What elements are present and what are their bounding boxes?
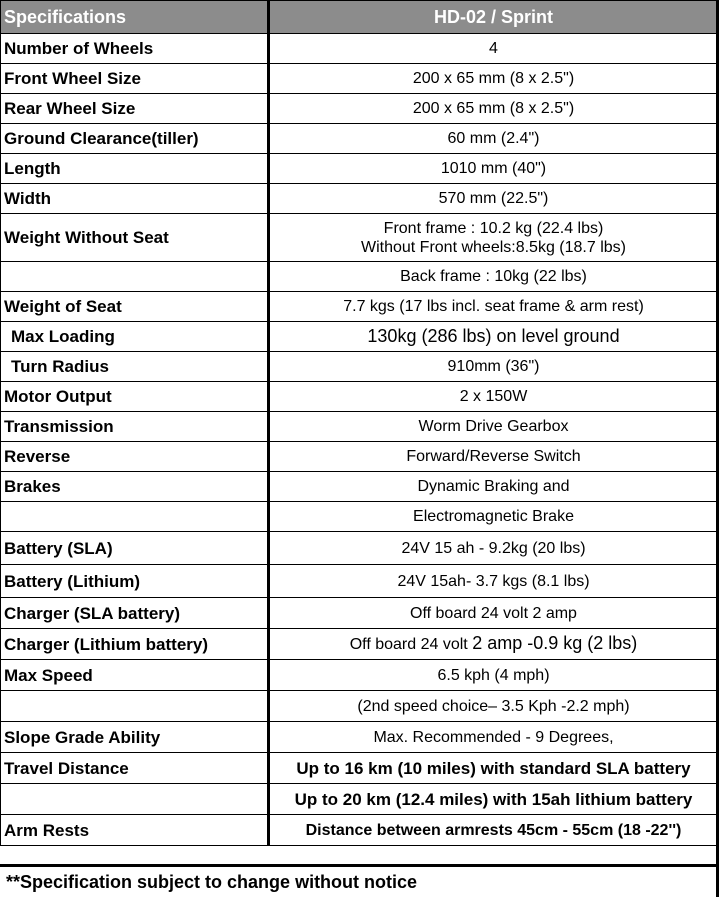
spec-label: Brakes [1,472,269,502]
table-row [1,154,718,184]
table-row [1,124,718,154]
spec-label: Front Wheel Size [1,64,269,94]
spec-value: Up to 16 km (10 miles) with standard SLA battery [269,753,718,784]
table-row [1,784,718,815]
table-row [1,322,718,352]
spec-value: Distance between armrests 45cm - 55cm (18 -22'') [269,815,718,846]
table-row [1,660,718,691]
spec-value: 4 [269,34,718,64]
spec-label: Arm Rests [1,815,269,846]
table-row [1,412,718,442]
spec-value [269,214,718,262]
spec-label: Rear Wheel Size [1,94,269,124]
table-row [1,629,718,660]
spec-label: Battery (SLA) [1,532,269,565]
spec-label: Battery (Lithium) [1,565,269,598]
spec-value: Max. Recommended - 9 Degrees, [269,722,718,753]
spec-label: Ground Clearance(tiller) [1,124,269,154]
spec-label: Number of Wheels [1,34,269,64]
table-row [1,442,718,472]
header-row [1,1,718,34]
table-row [1,532,718,565]
table-row [1,64,718,94]
spec-label: Weight of Seat [1,292,269,322]
table-row [1,722,718,753]
table-row [1,815,718,846]
spec-value: 570 mm (22.5") [269,184,718,214]
table-row [1,502,718,532]
spec-value: Up to 20 km (12.4 miles) with 15ah lithium battery [269,784,718,815]
spec-value: Forward/Reverse Switch [269,442,718,472]
spec-label [1,691,269,722]
spec-label: Max Loading [1,322,269,352]
footer-note: **Specification subject to change without notice [0,864,717,897]
spec-value-line: Front frame : 10.2 kg (22.4 lbs) [383,219,604,237]
spec-value: 60 mm (2.4") [269,124,718,154]
spec-value-part: Off board 24 volt [349,636,473,653]
spec-label: Turn Radius [1,352,269,382]
spec-value: Electromagnetic Brake [269,502,718,532]
table-row [1,34,718,64]
table-row [1,753,718,784]
spec-value: Back frame : 10kg (22 lbs) [269,262,718,292]
spec-label: Slope Grade Ability [1,722,269,753]
spec-label: Motor Output [1,382,269,412]
table-row [1,94,718,124]
spec-value: 24V 15 ah - 9.2kg (20 lbs) [269,532,718,565]
spec-value: (2nd speed choice– 3.5 Kph -2.2 mph) [269,691,718,722]
table-row [1,214,718,262]
spec-label: Width [1,184,269,214]
table-row [1,184,718,214]
table-row [1,565,718,598]
header-model: HD-02 / Sprint [269,1,718,34]
spec-value: 6.5 kph (4 mph) [269,660,718,691]
spec-value: 130kg (286 lbs) on level ground [269,322,718,352]
spec-label: Charger (Lithium battery) [1,629,269,660]
spec-label: Transmission [1,412,269,442]
header-specifications: Specifications [1,1,269,34]
spec-value: 1010 mm (40") [269,154,718,184]
spec-label: Max Speed [1,660,269,691]
spec-value-part: 2 amp -0.9 kg (2 lbs) [472,633,638,653]
spec-value: 2 x 150W [269,382,718,412]
table-row [1,352,718,382]
spec-value: 7.7 kgs (17 lbs incl. seat frame & arm rest) [269,292,718,322]
spec-value [269,629,718,660]
spec-label [1,262,269,292]
spec-value: 200 x 65 mm (8 x 2.5") [269,94,718,124]
table-row [1,598,718,629]
table-row [1,472,718,502]
table-row [1,382,718,412]
spec-label: Charger (SLA battery) [1,598,269,629]
spec-value: 24V 15ah- 3.7 kgs (8.1 lbs) [269,565,718,598]
spec-value: Dynamic Braking and [269,472,718,502]
spec-value: 910mm (36") [269,352,718,382]
spec-label: Length [1,154,269,184]
spec-label [1,502,269,532]
table-row [1,262,718,292]
frame-border [716,0,719,897]
spec-value: Off board 24 volt 2 amp [269,598,718,629]
table-row [1,292,718,322]
spec-value-line: Without Front wheels:8.5kg (18.7 lbs) [360,238,626,256]
spec-value: Worm Drive Gearbox [269,412,718,442]
table-row [1,691,718,722]
spec-value: 200 x 65 mm (8 x 2.5") [269,64,718,94]
spec-label: Travel Distance [1,753,269,784]
spec-label: Reverse [1,442,269,472]
spec-label: Weight Without Seat [1,214,269,262]
spec-label [1,784,269,815]
